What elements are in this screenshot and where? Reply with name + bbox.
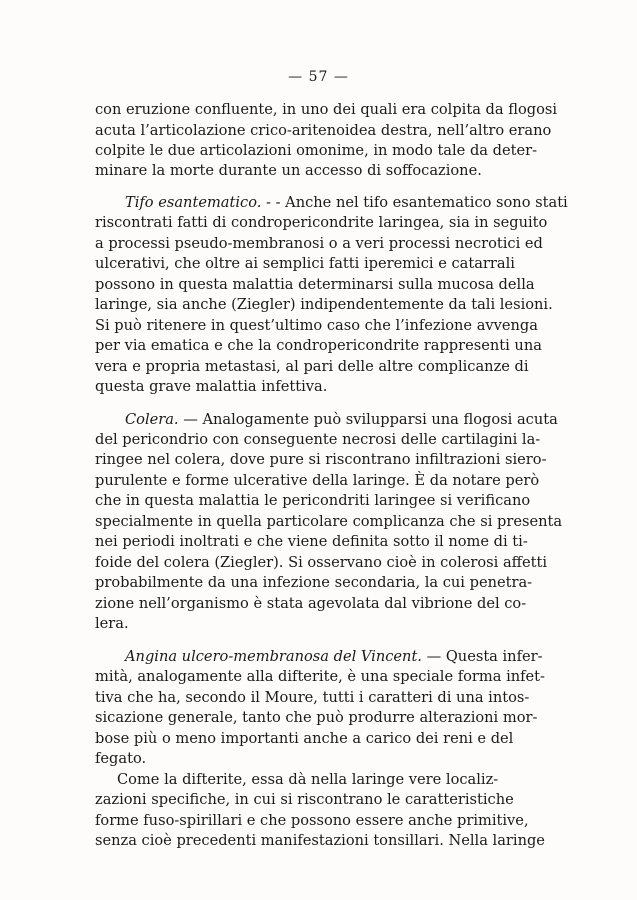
text-line: minare la morte durante un accesso di soffocazione.: [95, 162, 482, 179]
text-line: questa grave malattia infettiva.: [95, 378, 328, 395]
text-line: colpite le due articolazioni omonime, in modo tale da deter-: [95, 142, 538, 159]
text-line: Come la difterite, essa dà nella laringe vere localiz-: [117, 771, 499, 788]
text-line: zione nell’organismo è stata agevolata dal vibrione del co-: [95, 595, 527, 612]
section-heading: Tifo esantematico.: [125, 194, 262, 211]
text-line: Si può ritenere in quest’ultimo caso che l’infezione avvenga: [95, 317, 538, 334]
text-line: laringe, sia anche (Ziegler) indipendentemente da tali lesioni.: [95, 296, 553, 313]
text-line: probabilmente da una infezione secondaria, la cui penetra-: [95, 574, 533, 591]
text-line: bose più o meno importanti anche a carico dei reni e del: [95, 730, 514, 747]
text-line: ringee nel colera, dove pure si riscontrano infiltrazioni siero-: [95, 451, 547, 468]
text-line: sicazione generale, tanto che può produrre alterazioni mor-: [95, 709, 538, 726]
text-line: ulcerativi, che oltre ai semplici fatti iperemici e catarrali: [95, 255, 515, 272]
text-line: forme fuso-spirillari e che possono essere anche primitive,: [95, 812, 529, 829]
text-line: senza cioè precedenti manifestazioni tonsillari. Nella laringe: [95, 832, 545, 849]
text-line: tiva che ha, secondo il Moure, tutti i caratteri di una intos-: [95, 689, 530, 706]
text-line: acuta l’articolazione crico-aritenoidea destra, nell’altro erano: [95, 122, 552, 139]
text-line: a processi pseudo-membranosi o a veri processi necrotici ed: [95, 235, 543, 252]
section-heading-line: Angina ulcero-membranosa del Vincent. — Questa infer-: [125, 648, 543, 665]
section-heading: Angina ulcero-membranosa del Vincent.: [125, 648, 422, 665]
text-line: lera.: [95, 615, 129, 632]
text-line: possono in questa malattia determinarsi sulla mucosa della: [95, 276, 535, 293]
text-line: foide del colera (Ziegler). Si osservano cioè in colerosi affetti: [95, 554, 548, 571]
text-line: fegato.: [95, 750, 147, 767]
section-heading: Colera.: [125, 411, 179, 428]
text-line: del pericondrio con conseguente necrosi delle cartilagini la-: [95, 431, 541, 448]
text-line: vera e propria metastasi, al pari delle altre complicanze di: [95, 358, 529, 375]
text-line: che in questa malattia le pericondriti laringee si verificano: [95, 492, 531, 509]
text-line: nei periodi inoltrati e che viene definita sotto il nome di ti-: [95, 533, 528, 550]
text-line: mità, analogamente alla difterite, è una speciale forma infet-: [95, 668, 545, 685]
text-line: con eruzione confluente, in uno dei quali era colpita da flogosi: [95, 101, 558, 118]
section-heading-line: Tifo esantematico. - - Anche nel tifo esantematico sono stati: [125, 194, 568, 211]
text-line: zazioni specifiche, in cui si riscontrano le caratteristiche: [95, 791, 514, 808]
section-heading-line: Colera. — Analogamente può svilupparsi una flogosi acuta: [125, 411, 558, 428]
text-line: per via ematica e che la condropericondrite rappresenti una: [95, 337, 542, 354]
text-line: specialmente in quella particolare complicanza che si presenta: [95, 513, 563, 530]
text-line: riscontrati fatti di condropericondrite laringea, sia in seguito: [95, 214, 548, 231]
page-number: — 57 —: [288, 69, 349, 85]
text-line: purulente e forme ulcerative della laringe. È da notare però: [95, 472, 540, 489]
